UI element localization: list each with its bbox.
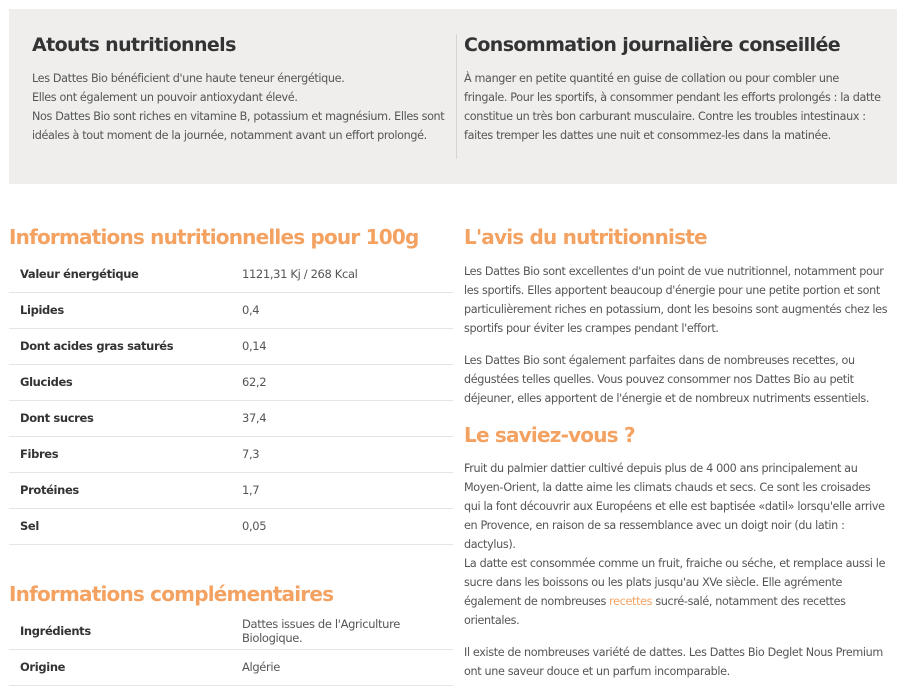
atouts-text: [32, 69, 447, 145]
avis-paragraph: Les Dattes Bio sont également parfaites dans de nombreuses recettes, ou dégustées telles quelles. Vous pouvez consommer nos Dattes Bio au petit déjeuner, elles apportent de l'énergie et de nombreux nutriments essentiels.: [464, 354, 870, 405]
atouts-line: Les Dattes Bio bénéficient d'une haute teneur énergétique.: [32, 72, 345, 85]
nutrition-label: Protéines: [9, 472, 242, 508]
nutrition-label: Lipides: [9, 292, 242, 328]
consommation-title: Consommation journalière conseillée: [464, 34, 841, 56]
top-info-panel: [9, 9, 897, 184]
saviez-text: La datte est consommée comme un fruit, fraiche ou séche, et remplace aussi le sucre dans les boissons ou les plats jusqu'au XVe siècle. Elle agrémente également de nombreuses: [464, 557, 886, 608]
complementaires-label: Origine: [9, 649, 242, 685]
nutrition-value: 37,4: [242, 400, 453, 436]
saviez-paragraph-2: [464, 554, 889, 630]
table-row: [9, 400, 453, 436]
table-row: [9, 328, 453, 364]
recettes-link[interactable]: recettes: [609, 595, 653, 608]
avis-title: L'avis du nutritionniste: [464, 225, 707, 249]
table-row: [9, 472, 453, 508]
consommation-text: [464, 69, 884, 145]
table-row: [9, 364, 453, 400]
table-row: [9, 256, 453, 292]
saviez-paragraph: Il existe de nombreuses variété de dattes. Les Dattes Bio Deglet Nous Premium ont une saveur douce et un parfum incomparable.: [464, 646, 883, 678]
panel-divider: [456, 34, 457, 159]
saviez-text: sucré-salé, notamment des recettes orientales.: [464, 595, 846, 627]
saviez-title: Le saviez-vous ?: [464, 423, 635, 447]
complementaires-label: Ingrédients: [9, 613, 242, 649]
nutrition-value: 0,4: [242, 292, 453, 328]
nutrition-value: 1,7: [242, 472, 453, 508]
nutrition-value: 0,14: [242, 328, 453, 364]
atouts-title: Atouts nutritionnels: [32, 34, 236, 56]
atouts-block: [32, 34, 447, 145]
nutrition-label: Dont acides gras saturés: [9, 328, 242, 364]
avis-block: [464, 262, 889, 408]
table-row: [9, 436, 453, 472]
consommation-block: [464, 34, 884, 145]
nutrition-label: Fibres: [9, 436, 242, 472]
nutrition-table: [9, 256, 453, 545]
nutrition-value: 1121,31 Kj / 268 Kcal: [242, 256, 453, 292]
saviez-block: [464, 459, 889, 681]
nutrition-label: Dont sucres: [9, 400, 242, 436]
table-row: [9, 649, 453, 685]
atouts-line: Nos Dattes Bio sont riches en vitamine B, potassium et magnésium. Elles sont idéales à tout moment de la journée, notamment avant un effort prolongé.: [32, 110, 445, 142]
nutrition-label: Valeur énergétique: [9, 256, 242, 292]
consommation-paragraph: À manger en petite quantité en guise de collation ou pour combler une fringale. Pour les sportifs, à consommer pendant les efforts prolongés : la datte constitue un très bon carburant musculaire. Contre les troubles intestinaux : faites tremper les dattes une nuit et consommez-les dans la matinée.: [464, 72, 881, 142]
complementaires-title: Informations complémentaires: [9, 582, 334, 606]
complementaires-value: Dattes issues de l'Agriculture Biologique.: [242, 613, 453, 649]
nutrition-value: 62,2: [242, 364, 453, 400]
avis-paragraph: Les Dattes Bio sont excellentes d'un point de vue nutritionnel, notamment pour les sportifs. Elles apportent beaucoup d'énergie pour une petite portion et sont particulièrement riches en potassium, dont les besoins sont augmentés chez les sportifs pour éviter les crampes pendant l'effort.: [464, 265, 888, 335]
table-row: [9, 292, 453, 328]
table-row: [9, 613, 453, 649]
nutrition-value: 0,05: [242, 508, 453, 544]
nutrition-label: Sel: [9, 508, 242, 544]
saviez-paragraph: Fruit du palmier dattier cultivé depuis plus de 4 000 ans principalement au Moyen-Orient, la datte aime les climats chauds et secs. Ce sont les croisades qui la font découvrir aux Européens et elle est baptisée «datil» lorsqu'elle arrive en Provence, en raison de sa ressemblance avec un doigt noir (du latin : dactylus).: [464, 462, 885, 551]
nutrition-label: Glucides: [9, 364, 242, 400]
complementaires-value: Algérie: [242, 649, 453, 685]
complementaires-table: [9, 613, 453, 686]
table-row: [9, 508, 453, 544]
nutrition-title: Informations nutritionnelles pour 100g: [9, 225, 419, 249]
nutrition-value: 7,3: [242, 436, 453, 472]
atouts-line: Elles ont également un pouvoir antioxydant élevé.: [32, 91, 298, 104]
